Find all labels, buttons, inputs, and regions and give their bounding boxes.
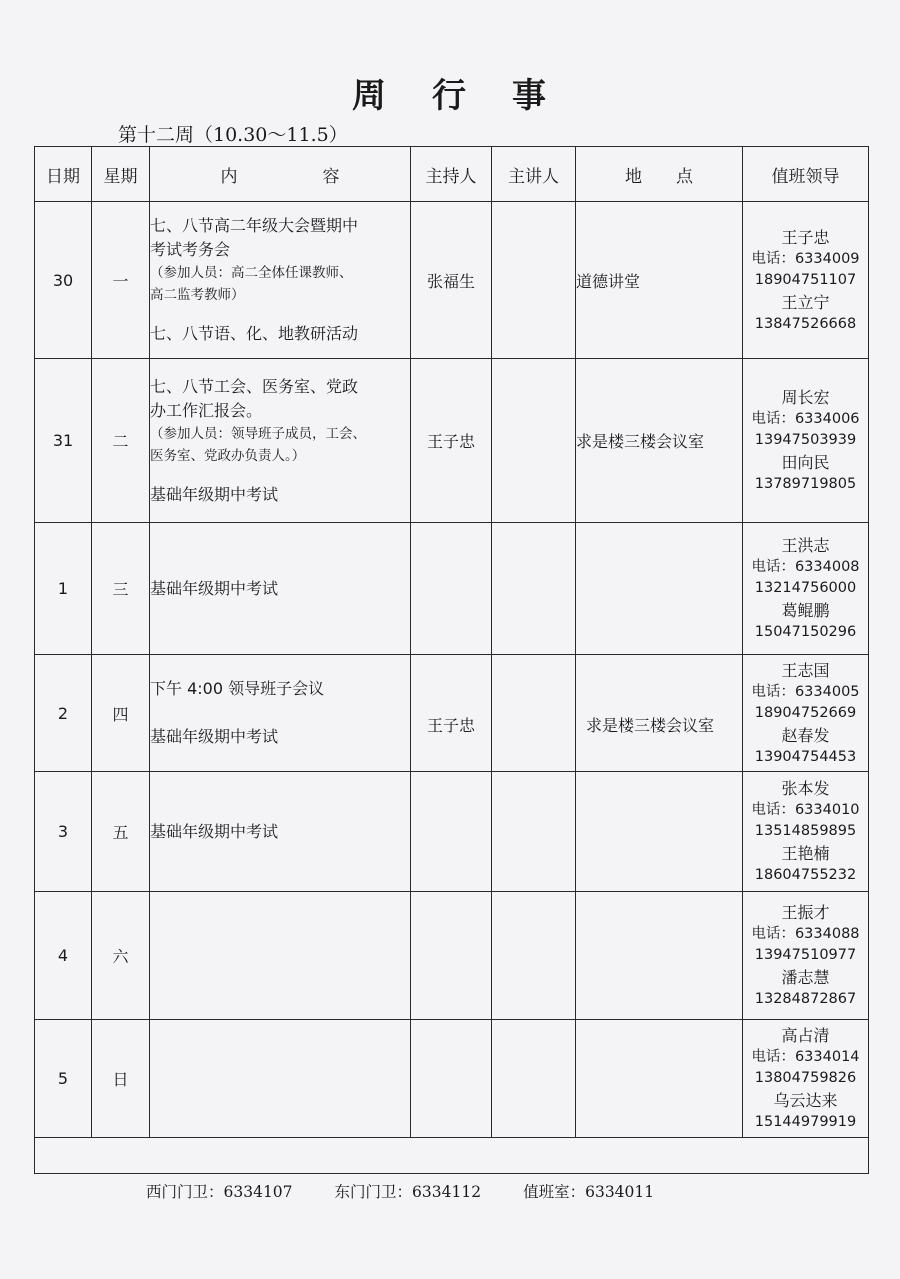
leader-name: 葛鲲鹏 <box>781 601 830 620</box>
leader-name: 高占清 <box>781 1026 830 1045</box>
leader-name: 潘志慧 <box>781 968 830 987</box>
leader-mobile: 13284872867 <box>754 991 857 1007</box>
leader-name: 赵春发 <box>781 725 830 745</box>
leader-phone: 电话：6334088 <box>751 926 860 942</box>
leader-mobile: 13514859895 <box>754 823 857 839</box>
weekday-cell: 日 <box>92 1020 150 1138</box>
leader-phone: 电话：6334014 <box>751 1049 860 1065</box>
weekday-cell: 二 <box>92 359 150 523</box>
leader-cell <box>743 892 869 1020</box>
leader-name: 王子忠 <box>781 227 830 247</box>
place-cell <box>576 892 743 1020</box>
header-host: 主持人 <box>411 147 492 202</box>
leader-phone: 电话：6334005 <box>751 683 860 700</box>
place-cell: 求是楼三楼会议室 <box>576 655 743 772</box>
speaker-cell <box>492 892 576 1020</box>
weekday-cell: 三 <box>92 523 150 655</box>
leader-name: 王志国 <box>781 660 830 680</box>
leader-mobile: 13904754453 <box>754 748 857 765</box>
content-line: 七、八节语、化、地教研活动 <box>150 324 359 343</box>
place-cell <box>576 1020 743 1138</box>
leader-name: 王洪志 <box>781 536 830 555</box>
speaker-cell <box>492 359 576 523</box>
leader-cell <box>743 655 869 772</box>
speaker-cell <box>492 523 576 655</box>
duty-room-phone: 值班室：6334011 <box>523 1183 655 1201</box>
content-line: 下午 4:00 领导班子会议 <box>150 679 325 698</box>
date-cell: 4 <box>35 892 92 1020</box>
leader-mobile: 18904751107 <box>754 271 857 288</box>
place-cell <box>576 523 743 655</box>
table-row <box>35 1020 869 1138</box>
content-note: 医务室、党政办负责人。） <box>150 447 306 464</box>
content-line: 基础年级期中考试 <box>150 821 279 841</box>
leader-mobile: 13847526668 <box>754 315 857 332</box>
host-cell: 王子忠 <box>411 359 492 523</box>
east-gate-phone: 东门门卫：6334112 <box>334 1183 482 1201</box>
content-note: （参加人员：领导班子成员，工会、 <box>150 425 366 442</box>
speaker-cell <box>492 202 576 359</box>
leader-name: 张本发 <box>781 779 830 798</box>
host-cell: 张福生 <box>411 202 492 359</box>
leader-mobile: 13947510977 <box>754 947 857 963</box>
leader-mobile: 15144979919 <box>754 1114 857 1130</box>
content-cell <box>150 523 411 655</box>
content-line: 基础年级期中考试 <box>150 484 279 504</box>
schedule-table <box>34 146 869 1174</box>
header-date: 日期 <box>35 147 92 202</box>
header-weekday: 星期 <box>92 147 150 202</box>
content-cell <box>150 655 411 772</box>
table-row <box>35 772 869 892</box>
leader-name: 周长宏 <box>781 388 830 407</box>
content-cell <box>150 1020 411 1138</box>
content-cell <box>150 359 411 523</box>
host-cell <box>411 772 492 892</box>
leader-name: 王振才 <box>781 903 830 922</box>
host-cell: 王子忠 <box>411 655 492 772</box>
leader-mobile: 13947503939 <box>754 432 857 448</box>
place-cell: 道德讲堂 <box>576 202 743 359</box>
date-cell: 31 <box>35 359 92 523</box>
leader-phone: 电话：6334009 <box>751 250 860 267</box>
content-cell <box>150 892 411 1020</box>
leader-cell <box>743 1020 869 1138</box>
week-label: 第十二周（10.30～11.5） <box>118 124 348 146</box>
leader-name: 田向民 <box>781 453 830 472</box>
west-gate-phone: 西门门卫：6334107 <box>146 1183 293 1201</box>
host-cell <box>411 1020 492 1138</box>
content-note: 高二监考教师） <box>150 287 245 303</box>
page-title <box>0 68 900 117</box>
speaker-cell <box>492 772 576 892</box>
date-cell: 30 <box>35 202 92 359</box>
leader-phone: 电话：6334006 <box>751 411 860 427</box>
content-line: 基础年级期中考试 <box>150 578 279 598</box>
header-row <box>35 147 869 202</box>
host-cell <box>411 523 492 655</box>
leader-cell <box>743 202 869 359</box>
content-cell <box>150 772 411 892</box>
content-note: （参加人员：高二全体任课教师、 <box>150 265 353 281</box>
date-cell: 3 <box>35 772 92 892</box>
leader-mobile: 18904752669 <box>754 704 857 721</box>
leader-name: 王立宁 <box>781 292 830 312</box>
table-row <box>35 892 869 1020</box>
date-cell: 5 <box>35 1020 92 1138</box>
leader-mobile: 13789719805 <box>754 476 857 492</box>
leader-phone: 电话：6334008 <box>751 559 860 575</box>
host-cell <box>411 892 492 1020</box>
leader-mobile: 13804759826 <box>754 1070 857 1086</box>
title-char: 行 <box>432 76 468 116</box>
leader-mobile: 15047150296 <box>754 624 857 640</box>
header-leader: 值班领导 <box>743 147 869 202</box>
content-line: 基础年级期中考试 <box>150 727 279 746</box>
empty-cell <box>35 1138 869 1174</box>
leader-cell <box>743 359 869 523</box>
speaker-cell <box>492 1020 576 1138</box>
weekday-cell: 一 <box>92 202 150 359</box>
content-line: 七、八节高二年级大会暨期中 <box>150 216 359 235</box>
place-cell <box>576 772 743 892</box>
header-speaker: 主讲人 <box>492 147 576 202</box>
leader-name: 乌云达来 <box>773 1091 838 1110</box>
header-content: 内 容 <box>150 147 411 202</box>
leader-cell <box>743 772 869 892</box>
content-cell <box>150 202 411 359</box>
date-cell: 1 <box>35 523 92 655</box>
leader-phone: 电话：6334010 <box>751 802 860 818</box>
date-cell: 2 <box>35 655 92 772</box>
weekday-cell: 四 <box>92 655 150 772</box>
table-row <box>35 202 869 359</box>
weekday-cell: 六 <box>92 892 150 1020</box>
empty-row <box>35 1138 869 1174</box>
place-cell: 求是楼三楼会议室 <box>576 359 743 523</box>
header-place: 地 点 <box>576 147 743 202</box>
title-char: 周 <box>352 76 388 116</box>
table-row <box>35 655 869 772</box>
leader-cell <box>743 523 869 655</box>
speaker-cell <box>492 655 576 772</box>
content-line: 考试考务会 <box>150 240 231 259</box>
leader-mobile: 18604755232 <box>754 867 857 883</box>
content-line: 办工作汇报会。 <box>150 400 263 420</box>
table-row <box>35 359 869 523</box>
table-row <box>35 523 869 655</box>
leader-name: 王艳楠 <box>781 844 830 863</box>
content-line: 七、八节工会、医务室、党政 <box>150 376 359 396</box>
leader-mobile: 13214756000 <box>754 580 857 596</box>
title-char: 事 <box>512 76 548 116</box>
footer-contacts <box>146 1180 696 1202</box>
weekday-cell: 五 <box>92 772 150 892</box>
